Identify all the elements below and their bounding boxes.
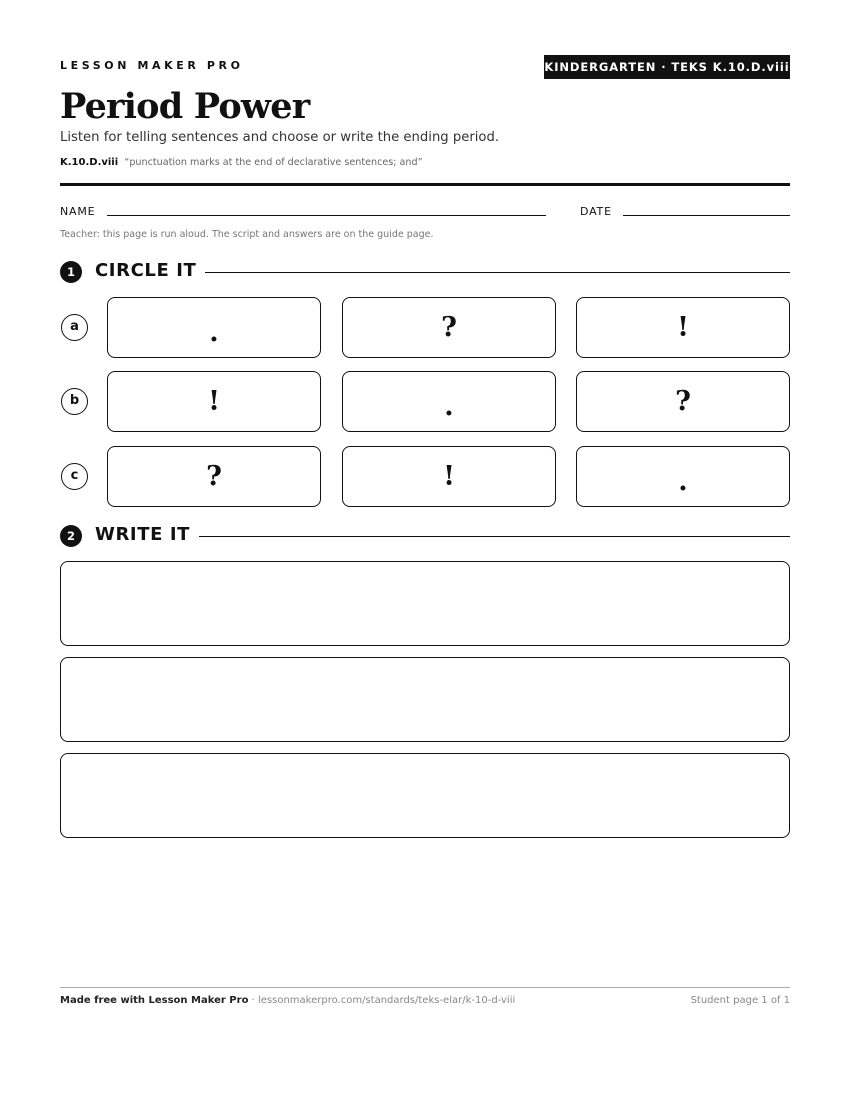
footer-page-number: Student page 1 of 1: [690, 995, 790, 1006]
choice-mark: .: [678, 466, 688, 497]
choice-box[interactable]: [107, 297, 321, 358]
choice-box[interactable]: [576, 446, 790, 507]
choice-mark: .: [209, 317, 219, 348]
page-title: Period Power: [60, 86, 310, 127]
choice-box[interactable]: [342, 371, 556, 432]
choice-box[interactable]: [576, 371, 790, 432]
section-write-it: [60, 524, 790, 548]
choice-box[interactable]: [342, 297, 556, 358]
choice-mark: ?: [441, 312, 457, 343]
date-field[interactable]: [623, 215, 790, 216]
footer-made-with: Made free with Lesson Maker Pro: [60, 995, 249, 1006]
choice-mark: !: [443, 461, 455, 492]
choice-mark: .: [444, 391, 454, 422]
brand-name: LESSON MAKER PRO: [60, 59, 244, 72]
row-marker-c: c: [61, 463, 88, 490]
section-title: CIRCLE IT: [95, 260, 197, 281]
standard-line: [60, 157, 423, 168]
write-box[interactable]: [60, 561, 790, 646]
header-divider: [60, 183, 790, 186]
choice-box[interactable]: [107, 446, 321, 507]
standard-code: K.10.D.viii: [60, 157, 119, 168]
name-label: NAME: [60, 205, 96, 218]
page-subtitle: Listen for telling sentences and choose or write the ending period.: [60, 130, 500, 145]
row-marker-a: a: [61, 314, 88, 341]
choice-mark: !: [677, 312, 689, 343]
section-rule: [205, 272, 790, 273]
choice-box[interactable]: [342, 446, 556, 507]
standard-text: “punctuation marks at the end of declarative sentences; and”: [124, 157, 423, 168]
footer-url[interactable]: · lessonmakerpro.com/standards/teks-elar/k-10-d-viii: [248, 995, 516, 1006]
section-circle-it: [60, 260, 790, 284]
choice-mark: !: [208, 386, 220, 417]
grade-badge: KINDERGARTEN · TEKS K.10.D.viii: [544, 55, 790, 79]
section-number: 1: [60, 261, 82, 283]
write-box[interactable]: [60, 657, 790, 742]
write-box[interactable]: [60, 753, 790, 838]
section-number: 2: [60, 525, 82, 547]
choice-mark: ?: [206, 461, 222, 492]
section-rule: [199, 536, 790, 537]
name-field[interactable]: [107, 215, 546, 216]
section-title: WRITE IT: [95, 524, 191, 545]
choice-box[interactable]: [107, 371, 321, 432]
choice-mark: ?: [675, 386, 691, 417]
choice-box[interactable]: [576, 297, 790, 358]
footer-divider: [60, 987, 790, 988]
teacher-note: Teacher: this page is run aloud. The script and answers are on the guide page.: [60, 229, 434, 240]
footer-credit: [60, 995, 515, 1006]
date-label: DATE: [580, 205, 612, 218]
row-marker-b: b: [61, 388, 88, 415]
